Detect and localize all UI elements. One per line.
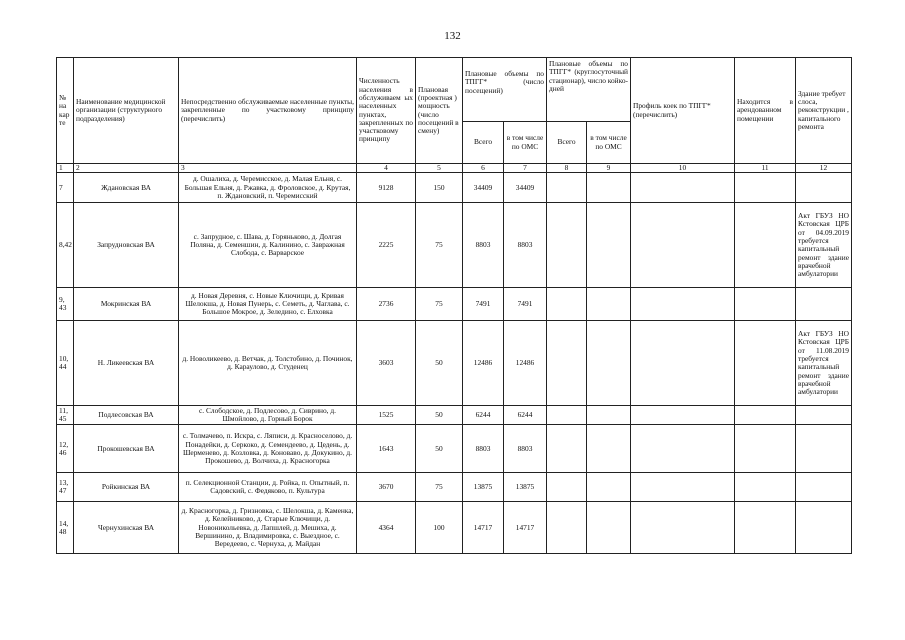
column-number: 6 (463, 164, 504, 173)
header-visits-total: Всего (463, 122, 504, 164)
settlements: с. Слободское, д. Подлесово, д. Сиврино, д. Шмойлово, д. Горный Борок (179, 406, 357, 425)
capacity: 50 (416, 425, 463, 473)
repair-note (796, 473, 852, 502)
row-number: 14, 48 (57, 502, 74, 554)
organization-name: Мокринская ВА (74, 288, 179, 321)
beds-oms (587, 203, 631, 288)
facilities-table (56, 57, 852, 554)
header-population: Численность населения в обслуживаем ых населенных пунктах, закрепленных по участковому принципу (357, 58, 416, 164)
organization-name: Ройкинская ВА (74, 473, 179, 502)
bed-profile (631, 203, 735, 288)
organization-name: Н. Ликеевская ВА (74, 321, 179, 406)
header-beds-total: Всего (547, 122, 587, 164)
organization-name: Ждановская ВА (74, 173, 179, 203)
column-number: 11 (735, 164, 796, 173)
beds-oms (587, 173, 631, 203)
row-number: 12, 46 (57, 425, 74, 473)
header-bed-profile: Профиль коек по ТПГГ* (перечислить) (631, 58, 735, 164)
visits-total: 8803 (463, 425, 504, 473)
visits-oms: 12486 (504, 321, 547, 406)
beds-oms (587, 321, 631, 406)
header-beds-oms: в том числе по ОМС (587, 122, 631, 164)
settlements: д. Новоликеево, д. Ветчак, д. Толстобино, д. Починок, д. Караулово, д. Студенец (179, 321, 357, 406)
row-number: 9, 43 (57, 288, 74, 321)
column-number: 3 (179, 164, 357, 173)
header-rented: Находится в арендованном помещении (735, 58, 796, 164)
column-number: 7 (504, 164, 547, 173)
column-number: 5 (416, 164, 463, 173)
population: 1643 (357, 425, 416, 473)
table-row (57, 473, 852, 502)
beds-oms (587, 473, 631, 502)
header-repair: Здание требует слоса, реконструкции , капитального ремонта (796, 58, 852, 164)
column-number: 2 (74, 164, 179, 173)
visits-oms: 8803 (504, 203, 547, 288)
bed-profile (631, 321, 735, 406)
table-row (57, 406, 852, 425)
beds-total (547, 406, 587, 425)
settlements: с. Толмачево, п. Искра, с. Ляписи, д. Красноселово, д. Понадейки, д. Серкоко, д. Семендеево, д. Цедень, д. Шерменево, д. Козловка, д. Коноваво, д. Докукино, д. Прокошево, д. Волчиха, д. Красногорка (179, 425, 357, 473)
repair-note: Акт ГБУЗ НО Кстовская ЦРБ от 11.08.2019 требуется капитальный ремонт здание врачебной амбулатории (796, 321, 852, 406)
population: 4364 (357, 502, 416, 554)
capacity: 75 (416, 473, 463, 502)
capacity: 100 (416, 502, 463, 554)
rented (735, 502, 796, 554)
settlements: п. Селекционной Станции, д. Ройка, п. Опытный, п. Садовский, с. Федяково, п. Культура (179, 473, 357, 502)
rented (735, 473, 796, 502)
column-number: 12 (796, 164, 852, 173)
beds-total (547, 173, 587, 203)
beds-total (547, 425, 587, 473)
repair-note (796, 288, 852, 321)
repair-note: Акт ГБУЗ НО Кстовская ЦРБ от 04.09.2019 требуется капитальный ремонт здание врачебной амбулатории (796, 203, 852, 288)
column-number: 10 (631, 164, 735, 173)
column-number: 8 (547, 164, 587, 173)
organization-name: Подлесовская ВА (74, 406, 179, 425)
header-capacity: Плановая (проектная ) мощность (число посещений в смену) (416, 58, 463, 164)
visits-total: 6244 (463, 406, 504, 425)
capacity: 150 (416, 173, 463, 203)
beds-total (547, 288, 587, 321)
visits-oms: 7491 (504, 288, 547, 321)
population: 3603 (357, 321, 416, 406)
visits-total: 8803 (463, 203, 504, 288)
row-number: 8,42 (57, 203, 74, 288)
bed-profile (631, 173, 735, 203)
column-number: 1 (57, 164, 74, 173)
beds-total (547, 473, 587, 502)
header-visits: Плановые объемы по ТПГГ* (число посещений) (463, 58, 547, 122)
organization-name: Запрудновская ВА (74, 203, 179, 288)
capacity: 75 (416, 288, 463, 321)
capacity: 75 (416, 203, 463, 288)
repair-note (796, 425, 852, 473)
repair-note (796, 173, 852, 203)
bed-profile (631, 473, 735, 502)
repair-note (796, 502, 852, 554)
capacity: 50 (416, 321, 463, 406)
column-number: 9 (587, 164, 631, 173)
header-organization: Наименование медицинской организации (структурного подразделения) (74, 58, 179, 164)
beds-total (547, 203, 587, 288)
header-beds: Плановые объемы по ТПГГ* (круглосуточный стационар), число койко-дней (547, 58, 631, 122)
capacity: 50 (416, 406, 463, 425)
table-row (57, 502, 852, 554)
beds-total (547, 321, 587, 406)
population: 2736 (357, 288, 416, 321)
row-number: 10, 44 (57, 321, 74, 406)
table-row (57, 288, 852, 321)
population: 2225 (357, 203, 416, 288)
bed-profile (631, 425, 735, 473)
rented (735, 321, 796, 406)
row-number: 11, 45 (57, 406, 74, 425)
rented (735, 425, 796, 473)
rented (735, 406, 796, 425)
header-number: № на кар те (57, 58, 74, 164)
settlements: с. Запрудное, с. Шава, д. Горяньково, д. Долгая Поляна, д. Семеншин, д. Калинино, с. Завражная Слобода, с. Варварское (179, 203, 357, 288)
beds-oms (587, 425, 631, 473)
column-number: 4 (357, 164, 416, 173)
population: 1525 (357, 406, 416, 425)
bed-profile (631, 406, 735, 425)
beds-total (547, 502, 587, 554)
table-row (57, 425, 852, 473)
population: 3670 (357, 473, 416, 502)
organization-name: Прокошевская ВА (74, 425, 179, 473)
repair-note (796, 406, 852, 425)
column-numbers-row (57, 164, 852, 173)
beds-oms (587, 406, 631, 425)
population: 9128 (357, 173, 416, 203)
settlements: д. Ошалиха, д. Черемисское, д. Малая Ельня, с. Большая Ельня, д. Ржавка, д. Фроловское, д. Крутая, п. Ждановский, п. Черемисский (179, 173, 357, 203)
visits-oms: 13875 (504, 473, 547, 502)
header-settlements: Непосредственно обслуживаемые населенные пункты, закрепленные по участковому принципу (перечислить) (179, 58, 357, 164)
rented (735, 288, 796, 321)
row-number: 13, 47 (57, 473, 74, 502)
visits-total: 13875 (463, 473, 504, 502)
settlements: д. Новая Деревня, с. Новые Ключищи, д. Кривая Шелокша, д. Новая Пунерь, с. Семеть, д. Чаглава, с. Большое Мокрое, д. Зеледино, с. Елховка (179, 288, 357, 321)
beds-oms (587, 288, 631, 321)
rented (735, 203, 796, 288)
row-number: 7 (57, 173, 74, 203)
bed-profile (631, 288, 735, 321)
table-row (57, 173, 852, 203)
settlements: д. Красногорка, д. Гризновка, с. Шелокша, д. Каменка, д. Келейниково, д. Старые Ключищи, д. Новоникольевка, д. Лапшлей, д. Мешиха, д. Вершинино, д. Владимировка, с. Выездное, с. Вередеево, с. Чернуха, д. Майдан (179, 502, 357, 554)
organization-name: Чернухинская ВА (74, 502, 179, 554)
bed-profile (631, 502, 735, 554)
visits-total: 34409 (463, 173, 504, 203)
visits-oms: 8803 (504, 425, 547, 473)
header-visits-oms: в том числе по ОМС (504, 122, 547, 164)
page-number: 132 (444, 30, 461, 42)
visits-oms: 6244 (504, 406, 547, 425)
rented (735, 173, 796, 203)
table-row (57, 321, 852, 406)
visits-total: 7491 (463, 288, 504, 321)
visits-oms: 34409 (504, 173, 547, 203)
table-row (57, 203, 852, 288)
visits-oms: 14717 (504, 502, 547, 554)
visits-total: 12486 (463, 321, 504, 406)
beds-oms (587, 502, 631, 554)
visits-total: 14717 (463, 502, 504, 554)
